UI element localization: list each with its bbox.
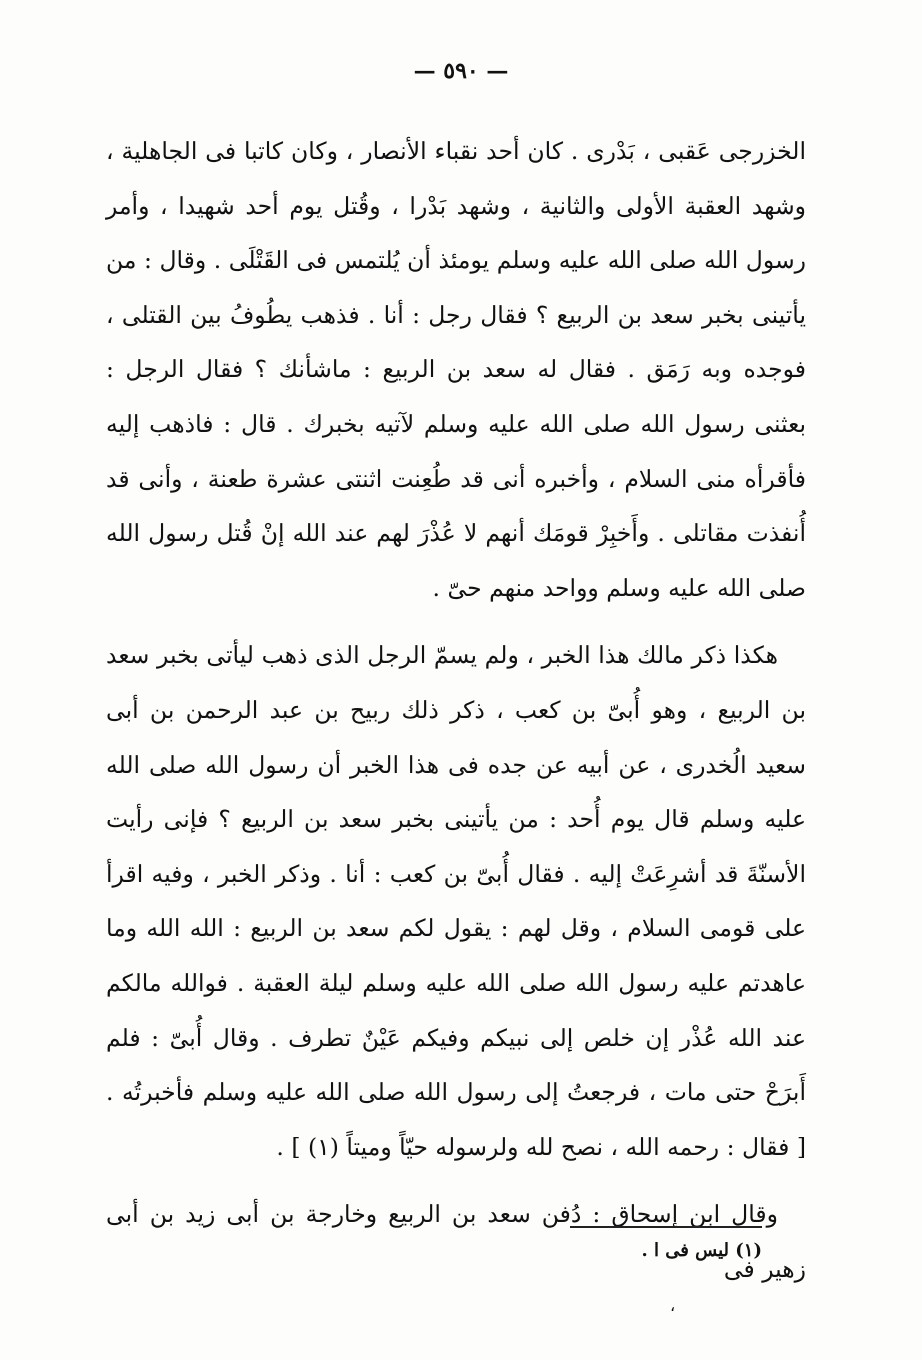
footnote-divider: [570, 1226, 762, 1228]
main-text: [106, 124, 806, 1296]
paragraph-1: الخزرجى عَقبى ، بَدْرى . كان أحد نقباء الأنصار ، وكان كاتبا فى الجاهلية ، وشهد العقبة الأولى والثانية ، وشهد بَدْرا ، وقُتل يوم أحد شهيدا ، وأمر رسول الله صلى الله عليه وسلم يومئذ أن يُلتمس فى القَتْلَى . وقال : من يأتينى بخبر سعد بن الربيع ؟ فقال رجل : أنا . فذهب يطُوفُ بين القتلى ، فوجده وبه رَمَق . فقال له سعد بن الربيع : ماشأنك ؟ فقال الرجل : بعثنى رسول الله صلى الله عليه وسلم لآتيه بخبرك . قال : فاذهب إليه فأقرأه منى السلام ، وأخبره أنى قد طُعِنت اثنتى عشرة طعنة ، وأنى قد أُنفذت مقاتلى . وأَخبِرْ قومَك أنهم لا عُذْرَ لهم عند الله إنْ قُتل رسول الله صلى الله عليه وسلم وواحد منهم حىّ .: [106, 137, 806, 602]
paragraph-2: هكذا ذكر مالك هذا الخبر ، ولم يسمّ الرجل الذى ذهب ليأتى بخبر سعد بن الربيع ، وهو أُبىّ بن كعب ، ذكر ذلك ربيح بن عبد الرحمن بن أبى سعيد الُخدرى ، عن أبيه عن جده فى هذا الخبر أن رسول الله صلى الله عليه وسلم قال يوم أُحد : من يأتينى بخبر سعد بن الربيع ؟ فإنى رأيت الأسنّةَ قد أشرِعَتْ إليه . فقال أُبىّ بن كعب : أنا . وذكر الخبر ، وفيه اقرأ على قومى السلام ، وقل لهم : يقول لكم سعد بن الربيع : الله الله وما عاهدتم عليه رسول الله صلى الله عليه وسلم ليلة العقبة . فوالله مالكم عند الله عُذْر إن خلص إلى نبيكم وفيكم عَيْنٌ تطرف . وقال أُبىّ : فلم أَبرَحْ حتى مات ، فرجعتُ إلى رسول الله صلى الله عليه وسلم فأخبرتُه . [ فقال : رحمه الله ، نصح لله ولرسوله حيّاً وميتاً (١) ] .: [106, 641, 807, 1161]
page-number: — ٥٩٠ —: [413, 58, 509, 84]
footnote: (١) ليس فى ا .: [641, 1240, 762, 1261]
stray-mark: ،: [670, 1296, 676, 1315]
paragraph-3: وقال ابن إسحاق : دُفن سعد بن الربيع وخارجة بن أبى زيد بن أبى زهير فى: [106, 1200, 806, 1283]
